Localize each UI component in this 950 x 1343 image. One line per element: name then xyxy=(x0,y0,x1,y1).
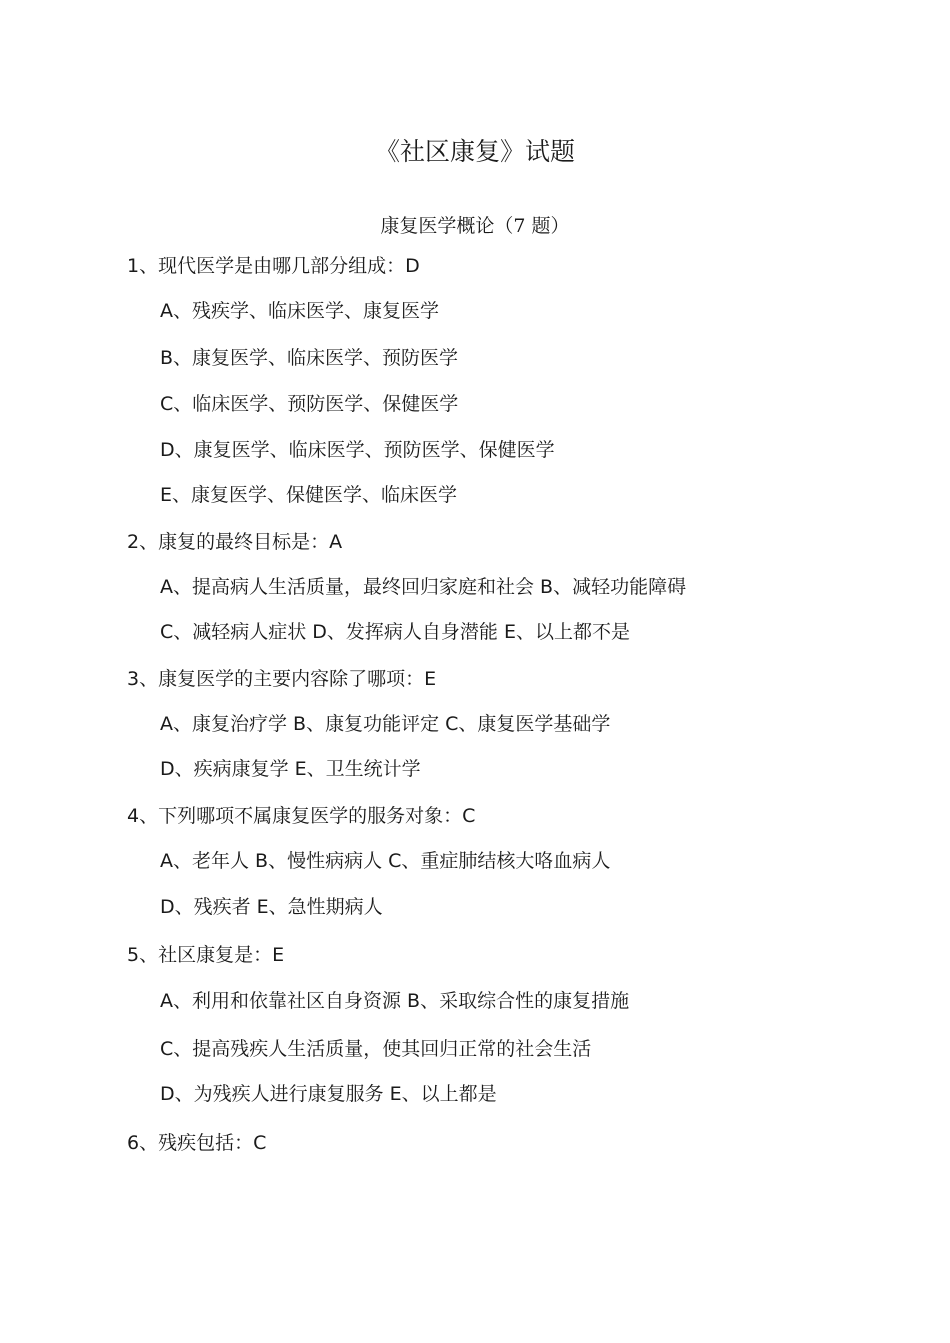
question-4-options-line-1: A、老年人 B、慢性病病人 C、重症肺结核大咯血病人 xyxy=(160,850,611,872)
question-3: 3、康复医学的主要内容除了哪项：E xyxy=(127,668,437,690)
question-6: 6、残疾包括：C xyxy=(127,1132,267,1154)
question-5: 5、社区康复是：E xyxy=(127,944,285,966)
question-1-option-a: A、残疾学、临床医学、康复医学 xyxy=(160,300,439,322)
question-1-option-b: B、康复医学、临床医学、预防医学 xyxy=(160,347,459,369)
question-3-options-line-2: D、疾病康复学 E、卫生统计学 xyxy=(160,758,421,780)
question-2-options-line-1: A、提高病人生活质量，最终回归家庭和社会 B、减轻功能障碍 xyxy=(160,576,687,598)
section-heading: 康复医学概论（7 题） xyxy=(380,215,570,237)
question-1-option-d: D、康复医学、临床医学、预防医学、保健医学 xyxy=(160,439,555,461)
question-2: 2、康复的最终目标是：A xyxy=(127,531,343,553)
question-1: 1、现代医学是由哪几部分组成：D xyxy=(127,255,420,277)
question-4-options-line-2: D、残疾者 E、急性期病人 xyxy=(160,896,383,918)
question-5-options-line-1: A、利用和依靠社区自身资源 B、采取综合性的康复措施 xyxy=(160,990,630,1012)
question-5-options-line-2: C、提高残疾人生活质量，使其回归正常的社会生活 xyxy=(160,1038,592,1060)
question-2-options-line-2: C、减轻病人症状 D、发挥病人自身潜能 E、以上都不是 xyxy=(160,621,630,643)
question-3-options-line-1: A、康复治疗学 B、康复功能评定 C、康复医学基础学 xyxy=(160,713,611,735)
question-4: 4、下列哪项不属康复医学的服务对象：C xyxy=(127,805,476,827)
question-1-option-e: E、康复医学、保健医学、临床医学 xyxy=(160,484,458,506)
document-title: 《社区康复》试题 xyxy=(374,137,575,166)
question-5-options-line-3: D、为残疾人进行康复服务 E、以上都是 xyxy=(160,1083,497,1105)
question-1-option-c: C、临床医学、预防医学、保健医学 xyxy=(160,393,459,415)
